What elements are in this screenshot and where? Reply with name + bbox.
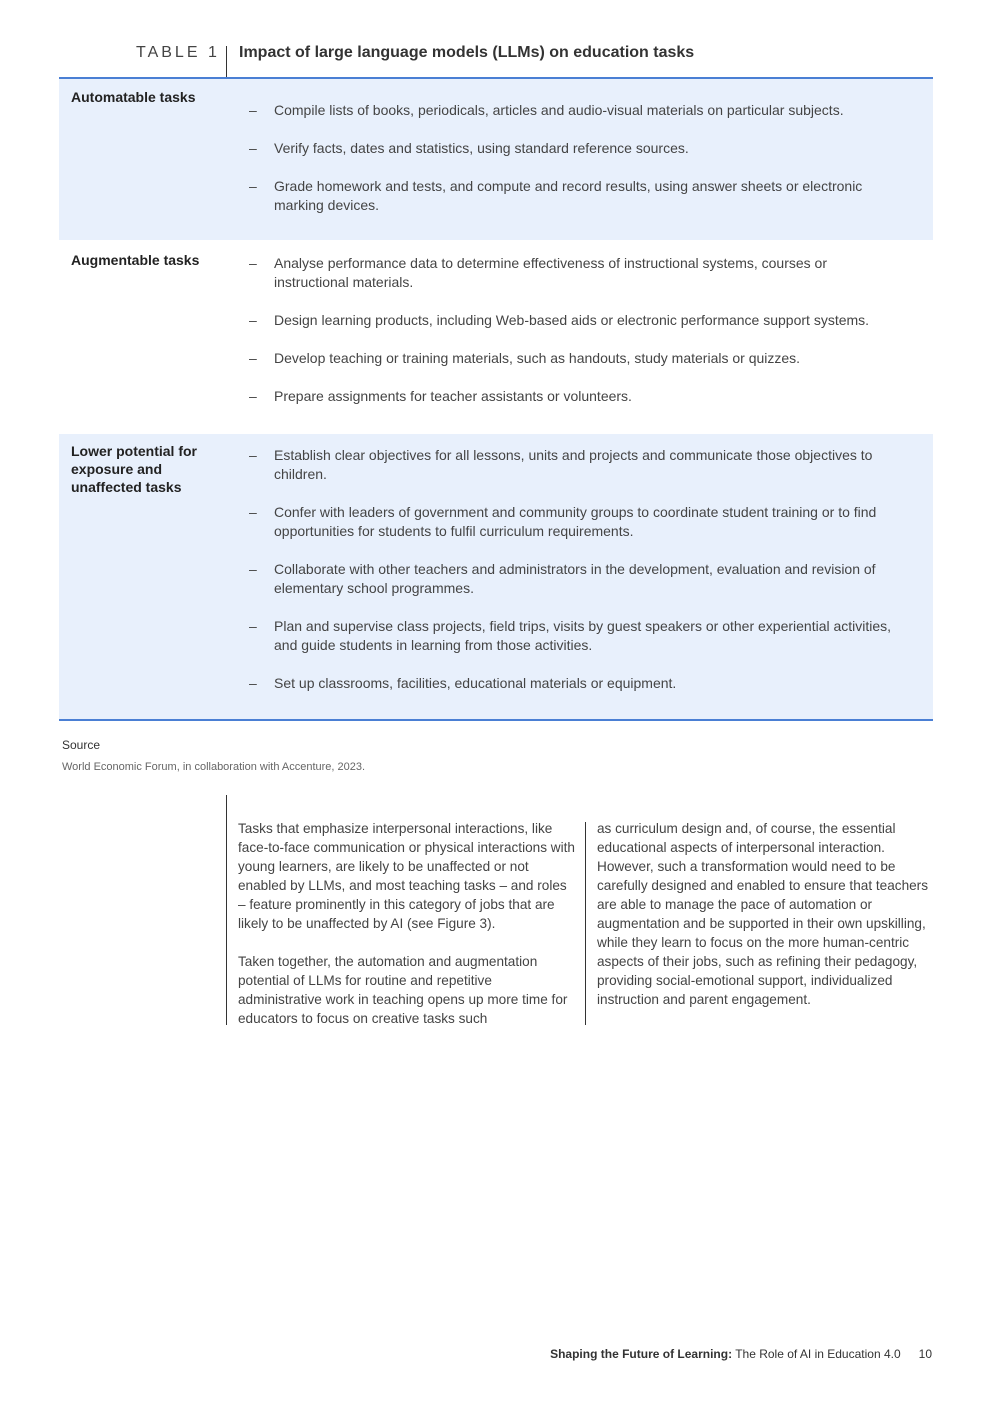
list-item: – Design learning products, including Web-based aids or electronic performance support systems. (249, 312, 870, 328)
footer-title-bold: Shaping the Future of Learning: (550, 1347, 733, 1361)
column-rule (226, 795, 227, 1025)
row-label: Augmentable tasks (71, 252, 200, 268)
row-label: Lower potential for exposure and unaffected tasks (71, 443, 197, 495)
page-footer (550, 1347, 932, 1361)
table-row-augmentable (59, 240, 933, 434)
body-column-1 (238, 819, 576, 1047)
list-item: – Develop teaching or training materials, such as handouts, study materials or quizzes. (249, 350, 801, 366)
list-item: – Analyse performance data to determine effectiveness of instructional systems, courses or instructional materials. (249, 255, 828, 290)
source-text: World Economic Forum, in collaboration with Accenture, 2023. (62, 761, 366, 773)
list-item: – Verify facts, dates and statistics, using standard reference sources. (249, 140, 689, 156)
list-item: – Collaborate with other teachers and administrators in the development, evaluation and revision of elementary school programmes. (249, 561, 876, 596)
divider (226, 46, 227, 78)
paragraph: Tasks that emphasize interpersonal interactions, like face-to-face communication or physical interactions with young learners, are likely to be unaffected or not enabled by LLMs, and most teaching tasks – and roles – feature prominently in this category of jobs that are likely to be unaffected by AI (see Figure 3). (238, 821, 575, 931)
column-rule (585, 822, 586, 1025)
list-item: – Establish clear objectives for all lessons, units and projects and communicate those objectives to children. (249, 447, 873, 482)
row-label: Automatable tasks (71, 89, 196, 105)
list-item: – Grade homework and tests, and compute and record results, using answer sheets or electronic marking devices. (249, 178, 863, 213)
list-item: – Prepare assignments for teacher assistants or volunteers. (249, 388, 632, 404)
list-item: – Compile lists of books, periodicals, articles and audio-visual materials on particular subjects. (249, 102, 844, 118)
list-item: – Set up classrooms, facilities, educational materials or equipment. (249, 675, 677, 691)
table-row-automatable (59, 79, 933, 240)
table-row-lower-potential (59, 434, 933, 720)
paragraph: as curriculum design and, of course, the essential educational aspects of interpersonal interaction. However, such a transformation would need to be carefully designed and enabled to ensure that teachers are able to manage the pace of automation or augmentation and be supported in their own upskilling, while they learn to focus on the more human-centric aspects of their jobs, such as refining their pedagogy, providing social-emotional support, individualized instruction and parent engagement. (597, 821, 929, 1007)
source-heading: Source (62, 738, 101, 752)
table-bottom-rule (59, 719, 933, 721)
list-item: – Plan and supervise class projects, field trips, visits by guest speakers or other experiential activities, and guide students in learning from those activities. (249, 618, 892, 653)
table-title: Impact of large language models (LLMs) on education tasks (239, 44, 695, 61)
footer-title: The Role of AI in Education 4.0 (732, 1347, 901, 1361)
list-item: – Confer with leaders of government and community groups to coordinate student training or to find opportunities for students to fulfil curriculum requirements. (249, 504, 877, 539)
table-label: TABLE 1 (136, 44, 220, 61)
body-column-2 (597, 819, 933, 1028)
paragraph: Taken together, the automation and augmentation potential of LLMs for routine and repetitive administrative work in teaching opens up more time for educators to focus on creative tasks such (238, 954, 568, 1026)
page-number: 10 (918, 1347, 932, 1361)
